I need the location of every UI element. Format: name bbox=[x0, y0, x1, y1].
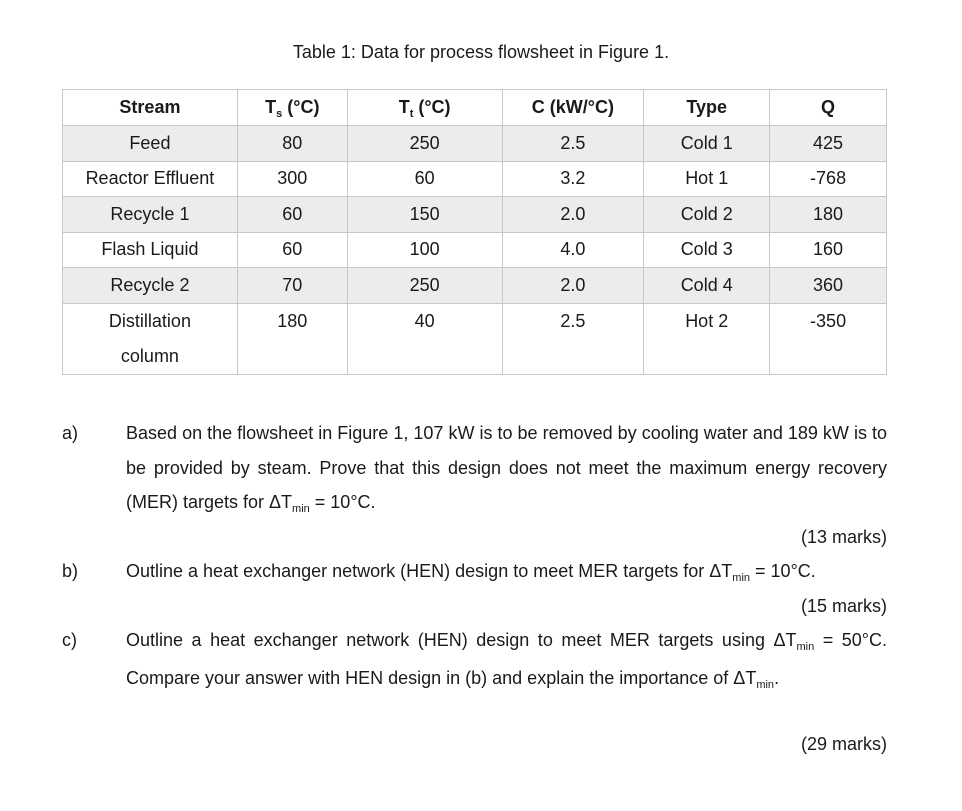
table-row bbox=[63, 232, 887, 268]
header-stream: Stream bbox=[63, 90, 238, 126]
table-header-row bbox=[63, 90, 887, 126]
cell-q: 425 bbox=[770, 126, 887, 162]
table-row bbox=[63, 197, 887, 233]
cell-c: 4.0 bbox=[502, 232, 644, 268]
cell-c: 2.5 bbox=[502, 126, 644, 162]
cell-type: Cold 4 bbox=[644, 268, 770, 304]
cell-c: 2.0 bbox=[502, 197, 644, 233]
cell-ts: 60 bbox=[237, 197, 347, 233]
table-row bbox=[63, 303, 887, 374]
cell-ts: 80 bbox=[237, 126, 347, 162]
cell-tt: 150 bbox=[347, 197, 502, 233]
cell-tt: 60 bbox=[347, 161, 502, 197]
cell-stream: Recycle 2 bbox=[63, 268, 238, 304]
cell-type: Cold 1 bbox=[644, 126, 770, 162]
cell-q: 360 bbox=[770, 268, 887, 304]
table-row bbox=[63, 161, 887, 197]
cell-stream: Reactor Effluent bbox=[63, 161, 238, 197]
header-target-temp: $T_t$ (°C) bbox=[347, 90, 502, 126]
cell-q: -350 bbox=[770, 303, 887, 374]
cell-ts: 60 bbox=[237, 232, 347, 268]
cell-c: 2.5 bbox=[502, 303, 644, 374]
question-c-marks: (29 marks) bbox=[800, 734, 887, 754]
cell-type: Hot 2 bbox=[644, 303, 770, 374]
cell-q: 160 bbox=[770, 232, 887, 268]
header-supply-temp: $T_s$ (°C) bbox=[237, 90, 347, 126]
table-caption: Table 1: Data for process flowsheet in Figure 1. bbox=[292, 42, 670, 62]
question-a-marks: (13 marks) bbox=[800, 527, 887, 547]
header-q: Q bbox=[770, 90, 887, 126]
table-row bbox=[63, 126, 887, 162]
question-c-label: c) bbox=[62, 630, 77, 650]
cell-type: Cold 2 bbox=[644, 197, 770, 233]
question-b-text: Outline a heat exchanger network (HEN) design to meet MER targets for $\Delta T_{min} = 10^\circ C$. bbox=[126, 561, 816, 584]
question-a-text: Based on the flowsheet in Figure 1, 107 kW is to be removed by cooling water and 189 kW is to be provided by steam. Prove that this design does not meet the maximum energy recovery (MER) targets for $\Delta T_{min} = 10^\circ C$. bbox=[126, 423, 887, 515]
cell-tt: 250 bbox=[347, 268, 502, 304]
header-heat-capacity: C (kW/°C) bbox=[502, 90, 644, 126]
cell-ts: 300 bbox=[237, 161, 347, 197]
cell-tt: 250 bbox=[347, 126, 502, 162]
header-type: Type bbox=[644, 90, 770, 126]
question-b-label: b) bbox=[62, 561, 79, 581]
stream-data-table bbox=[62, 89, 887, 375]
cell-stream: Distillation column bbox=[63, 303, 238, 374]
cell-c: 3.2 bbox=[502, 161, 644, 197]
cell-tt: 40 bbox=[347, 303, 502, 374]
cell-c: 2.0 bbox=[502, 268, 644, 304]
cell-type: Hot 1 bbox=[644, 161, 770, 197]
question-a-label: a) bbox=[62, 423, 79, 443]
cell-stream: Recycle 1 bbox=[63, 197, 238, 233]
cell-type: Cold 3 bbox=[644, 232, 770, 268]
cell-q: 180 bbox=[770, 197, 887, 233]
cell-q: -768 bbox=[770, 161, 887, 197]
question-c-text: Outline a heat exchanger network (HEN) design to meet MER targets using $\Delta T_{min} = 50^\circ C$. Compare your answer with HEN design in (b) and explain the importance of $\Delta T_{min}$. bbox=[126, 630, 887, 691]
cell-stream: Flash Liquid bbox=[63, 232, 238, 268]
cell-ts: 180 bbox=[237, 303, 347, 374]
table-row bbox=[63, 268, 887, 304]
cell-stream: Feed bbox=[63, 126, 238, 162]
cell-ts: 70 bbox=[237, 268, 347, 304]
question-b-marks: (15 marks) bbox=[800, 596, 887, 616]
cell-tt: 100 bbox=[347, 232, 502, 268]
